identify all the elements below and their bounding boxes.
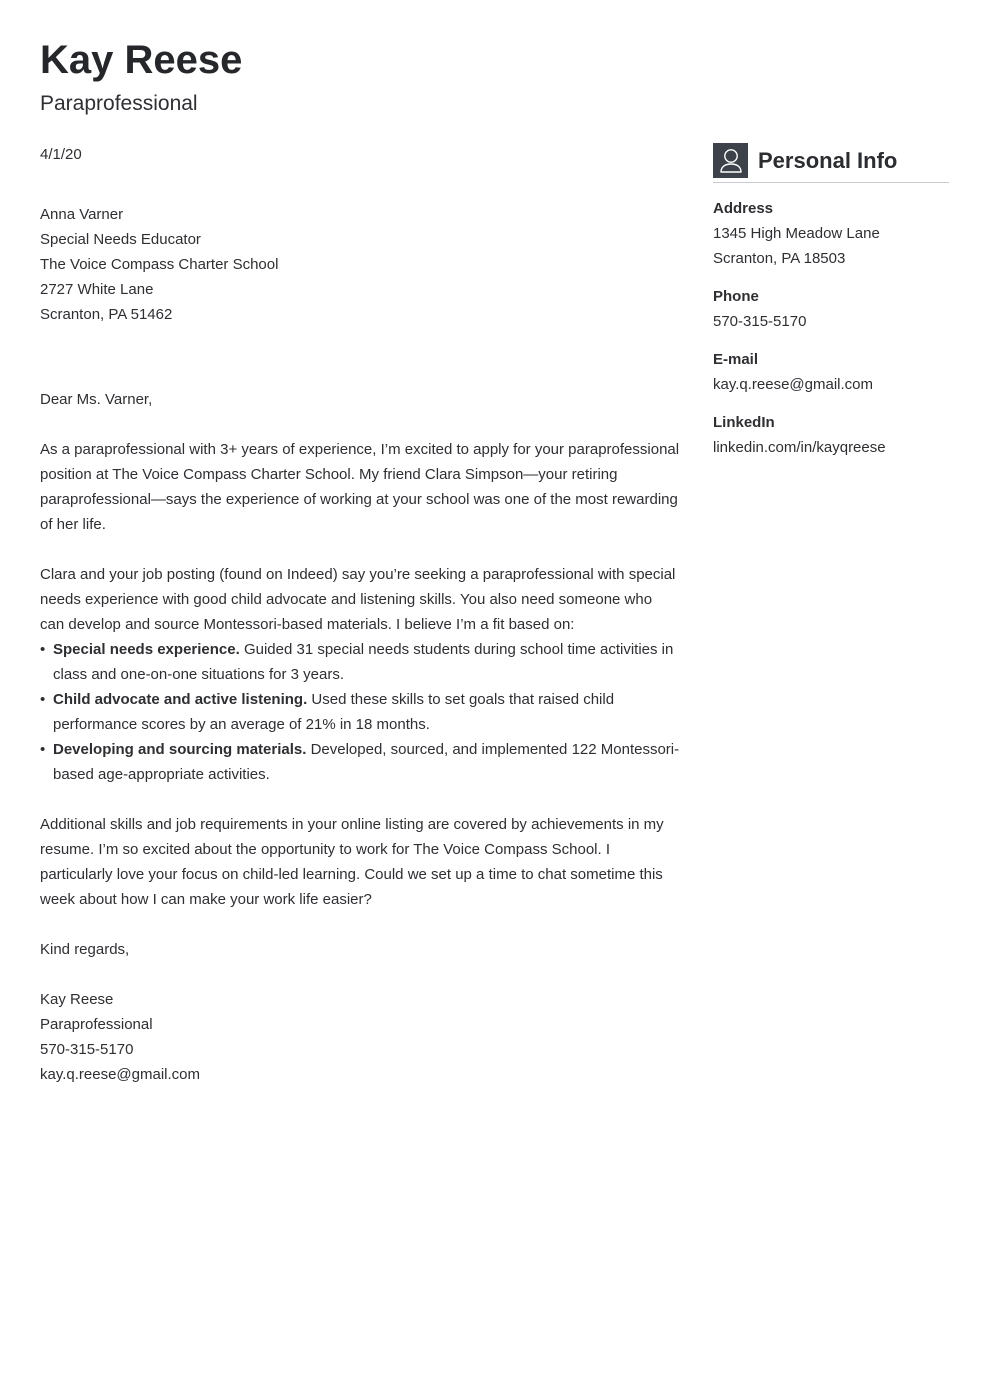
- phone-label: Phone: [713, 288, 759, 305]
- recipient-name: Anna Varner: [40, 206, 124, 223]
- recipient-city: Scranton, PA 51462: [40, 306, 173, 323]
- bullet-heading: Child advocate and active listening.: [53, 691, 308, 708]
- recipient-block: [40, 202, 680, 327]
- personal-info-header: [713, 143, 949, 183]
- personal-info-title: Personal Info: [758, 148, 898, 173]
- email-label: E-mail: [713, 351, 759, 368]
- phone-section: [713, 284, 949, 334]
- address-section: [713, 196, 949, 271]
- signature-email: kay.q.reese@gmail.com: [40, 1066, 201, 1083]
- person-icon: [713, 143, 748, 178]
- linkedin-value: linkedin.com/in/kayqreese: [713, 439, 886, 456]
- paragraph-requirements: Clara and your job posting (found on Indeed) say you’re seeking a paraprofessional with special needs experience with good child advocate and listening skills. You also need someone who can develop and source Montessori-based materials. I believe I’m a fit based on:: [40, 566, 676, 633]
- list-item: [40, 737, 680, 787]
- applicant-name: Kay Reese: [40, 38, 243, 82]
- signature-phone: 570-315-5170: [40, 1041, 134, 1058]
- applicant-title: Paraprofessional: [40, 92, 198, 115]
- letter-header: [40, 36, 242, 118]
- complimentary-close: Kind regards,: [40, 941, 130, 958]
- paragraph-intro: As a paraprofessional with 3+ years of experience, I’m excited to apply for your paraprofessional position at The Voice Compass Charter School. My friend Clara Simpson—your retiring paraprofessional—says the experience of working at your school was one of the most rewarding of her life.: [40, 441, 680, 533]
- list-item: [40, 637, 680, 687]
- letter-date: 4/1/20: [40, 146, 82, 163]
- linkedin-section: [713, 410, 949, 460]
- address-label: Address: [713, 200, 774, 217]
- address-line-2: Scranton, PA 18503: [713, 250, 846, 267]
- address-line-1: 1345 High Meadow Lane: [713, 225, 880, 242]
- linkedin-label: LinkedIn: [713, 414, 775, 431]
- bullet-text: Developed, sourced, and implemented 122 Montessori-based age-appropriate activities.: [53, 741, 680, 783]
- phone-value: 570-315-5170: [713, 313, 807, 330]
- bullet-heading: Developing and sourcing materials.: [53, 741, 307, 758]
- bullet-text: Used these skills to set goals that raised child performance scores by an average of 21% in 18 months.: [53, 691, 615, 733]
- greeting: Dear Ms. Varner,: [40, 391, 153, 408]
- list-item: [40, 687, 680, 737]
- paragraph-closing: Additional skills and job requirements in your online listing are covered by achievements in my resume. I’m so excited about the opportunity to work for The Voice Compass School. I particularly love your focus on child-led learning. Could we set up a time to chat sometime this week about how I can make your work life easier?: [40, 816, 664, 908]
- signature-name: Kay Reese: [40, 991, 114, 1008]
- personal-info-sidebar: [713, 143, 949, 460]
- bullet-text: Guided 31 special needs students during school time activities in class and one-on-one situations for 3 years.: [53, 641, 674, 683]
- recipient-street: 2727 White Lane: [40, 281, 154, 298]
- letter-body: [40, 142, 680, 1087]
- signature-block: [40, 987, 680, 1087]
- email-value: kay.q.reese@gmail.com: [713, 376, 874, 393]
- email-section: [713, 347, 949, 397]
- signature-title: Paraprofessional: [40, 1016, 153, 1033]
- recipient-title: Special Needs Educator: [40, 231, 201, 248]
- recipient-organization: The Voice Compass Charter School: [40, 256, 279, 273]
- bullet-heading: Special needs experience.: [53, 641, 240, 658]
- qualifications-list: [40, 637, 680, 787]
